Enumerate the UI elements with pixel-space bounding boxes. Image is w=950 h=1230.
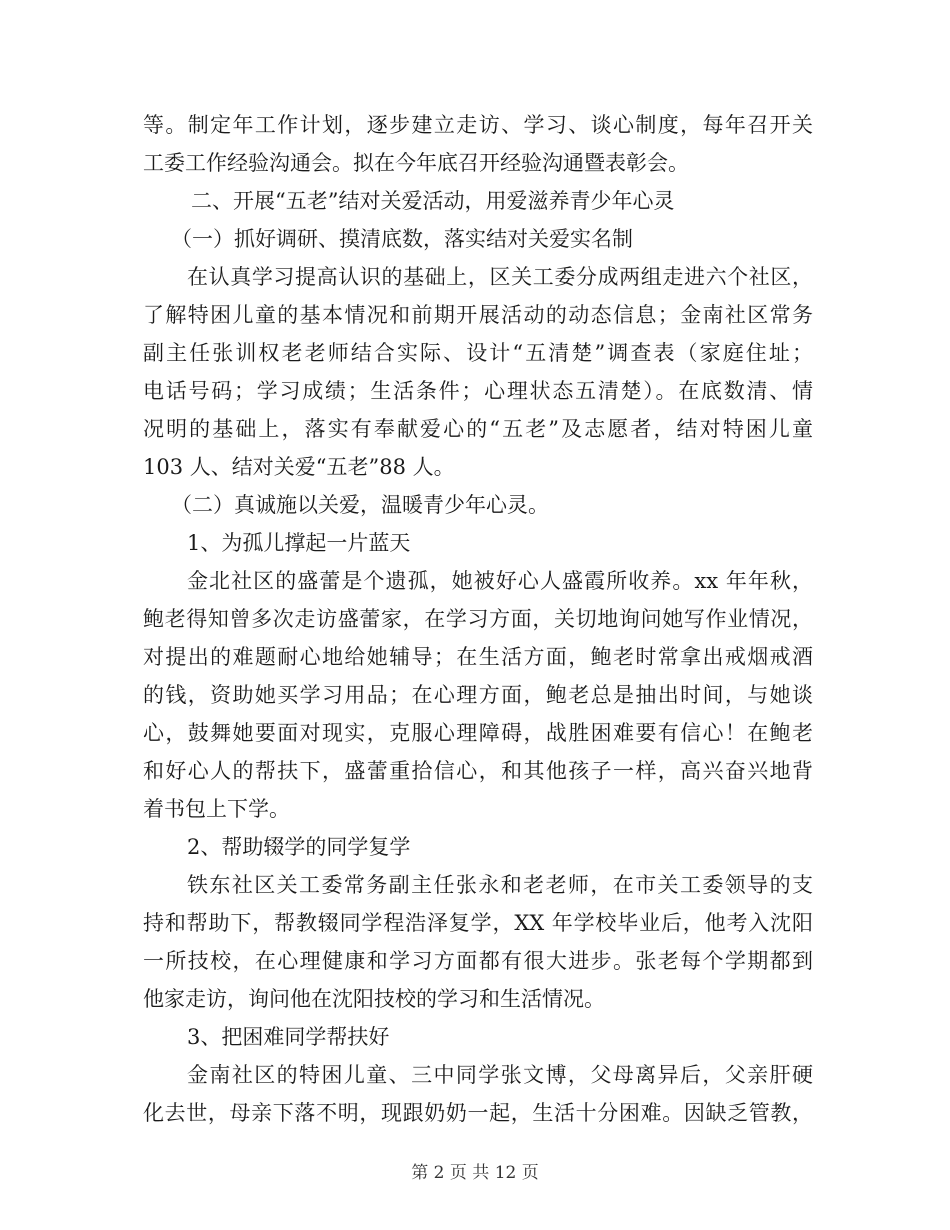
paragraph-line: 的钱，资助她买学习用品；在心理方面，鲍老总是抽出时间，与她谈	[143, 683, 813, 707]
paragraph-line: 对提出的难题耐心地给她辅导；在生活方面，鲍老时常拿出戒烟戒酒	[143, 645, 813, 669]
paragraph-line: 等。制定年工作计划，逐步建立走访、学习、谈心制度，每年召开关	[143, 113, 813, 137]
paragraph-line: 了解特困儿童的基本情况和前期开展活动的动态信息；金南社区常务	[143, 303, 813, 327]
paragraph-line: 心，鼓舞她要面对现实，克服心理障碍，战胜困难要有信心！在鲍老	[143, 721, 813, 745]
paragraph-line: 鲍老得知曾多次走访盛蕾家，在学习方面，关切地询问她写作业情况，	[143, 607, 813, 631]
paragraph-line: 在认真学习提高认识的基础上，区关工委分成两组走进六个社区，	[187, 265, 813, 289]
paragraph-line: 一所技校，在心理健康和学习方面都有很大进步。张老每个学期都到	[143, 949, 813, 973]
paragraph-line: 铁东社区关工委常务副主任张永和老老师，在市关工委领导的支	[187, 873, 813, 897]
subsection-heading: （一）抓好调研、摸清底数，落实结对关爱实名制	[171, 227, 633, 251]
paragraph-line: 电话号码；学习成绩；生活条件；心理状态五清楚）。在底数清、情	[143, 379, 813, 403]
paragraph-line: 金南社区的特困儿童、三中同学张文博，父母离异后，父亲肝硬	[187, 1063, 813, 1087]
paragraph-line: 持和帮助下，帮教辍同学程浩泽复学，XX 年学校毕业后，他考入沈阳	[143, 911, 813, 935]
paragraph-line: 副主任张训权老老师结合实际、设计“五清楚”调查表（家庭住址；	[143, 341, 813, 365]
section-heading: 二、开展“五老”结对关爱活动，用爱滋养青少年心灵	[191, 189, 675, 213]
subsection-heading: （二）真诚施以关爱，温暖青少年心灵。	[171, 493, 549, 517]
paragraph-line: 着书包上下学。	[143, 797, 290, 821]
paragraph-line: 他家走访，询问他在沈阳技校的学习和生活情况。	[143, 987, 605, 1011]
paragraph-line: 金北社区的盛蕾是个遗孤，她被好心人盛霞所收养。xx 年年秋，	[187, 569, 813, 593]
item-heading: 3、把困难同学帮扶好	[187, 1025, 390, 1049]
page-footer: 第 2 页 共 12 页	[411, 1163, 539, 1183]
item-heading: 2、帮助辍学的同学复学	[187, 835, 411, 859]
paragraph-line: 103 人、结对关爱“五老”88 人。	[143, 455, 455, 479]
paragraph-line: 况明的基础上，落实有奉献爱心的“五老”及志愿者，结对特困儿童	[143, 417, 813, 441]
paragraph-line: 化去世，母亲下落不明，现跟奶奶一起，生活十分困难。因缺乏管教，	[143, 1101, 813, 1125]
paragraph-line: 和好心人的帮扶下，盛蕾重拾信心，和其他孩子一样，高兴奋兴地背	[143, 759, 813, 783]
item-heading: 1、为孤儿撑起一片蓝天	[187, 531, 411, 555]
body-text	[143, 106, 813, 1132]
paragraph-line: 工委工作经验沟通会。拟在今年底召开经验沟通暨表彰会。	[143, 151, 689, 175]
